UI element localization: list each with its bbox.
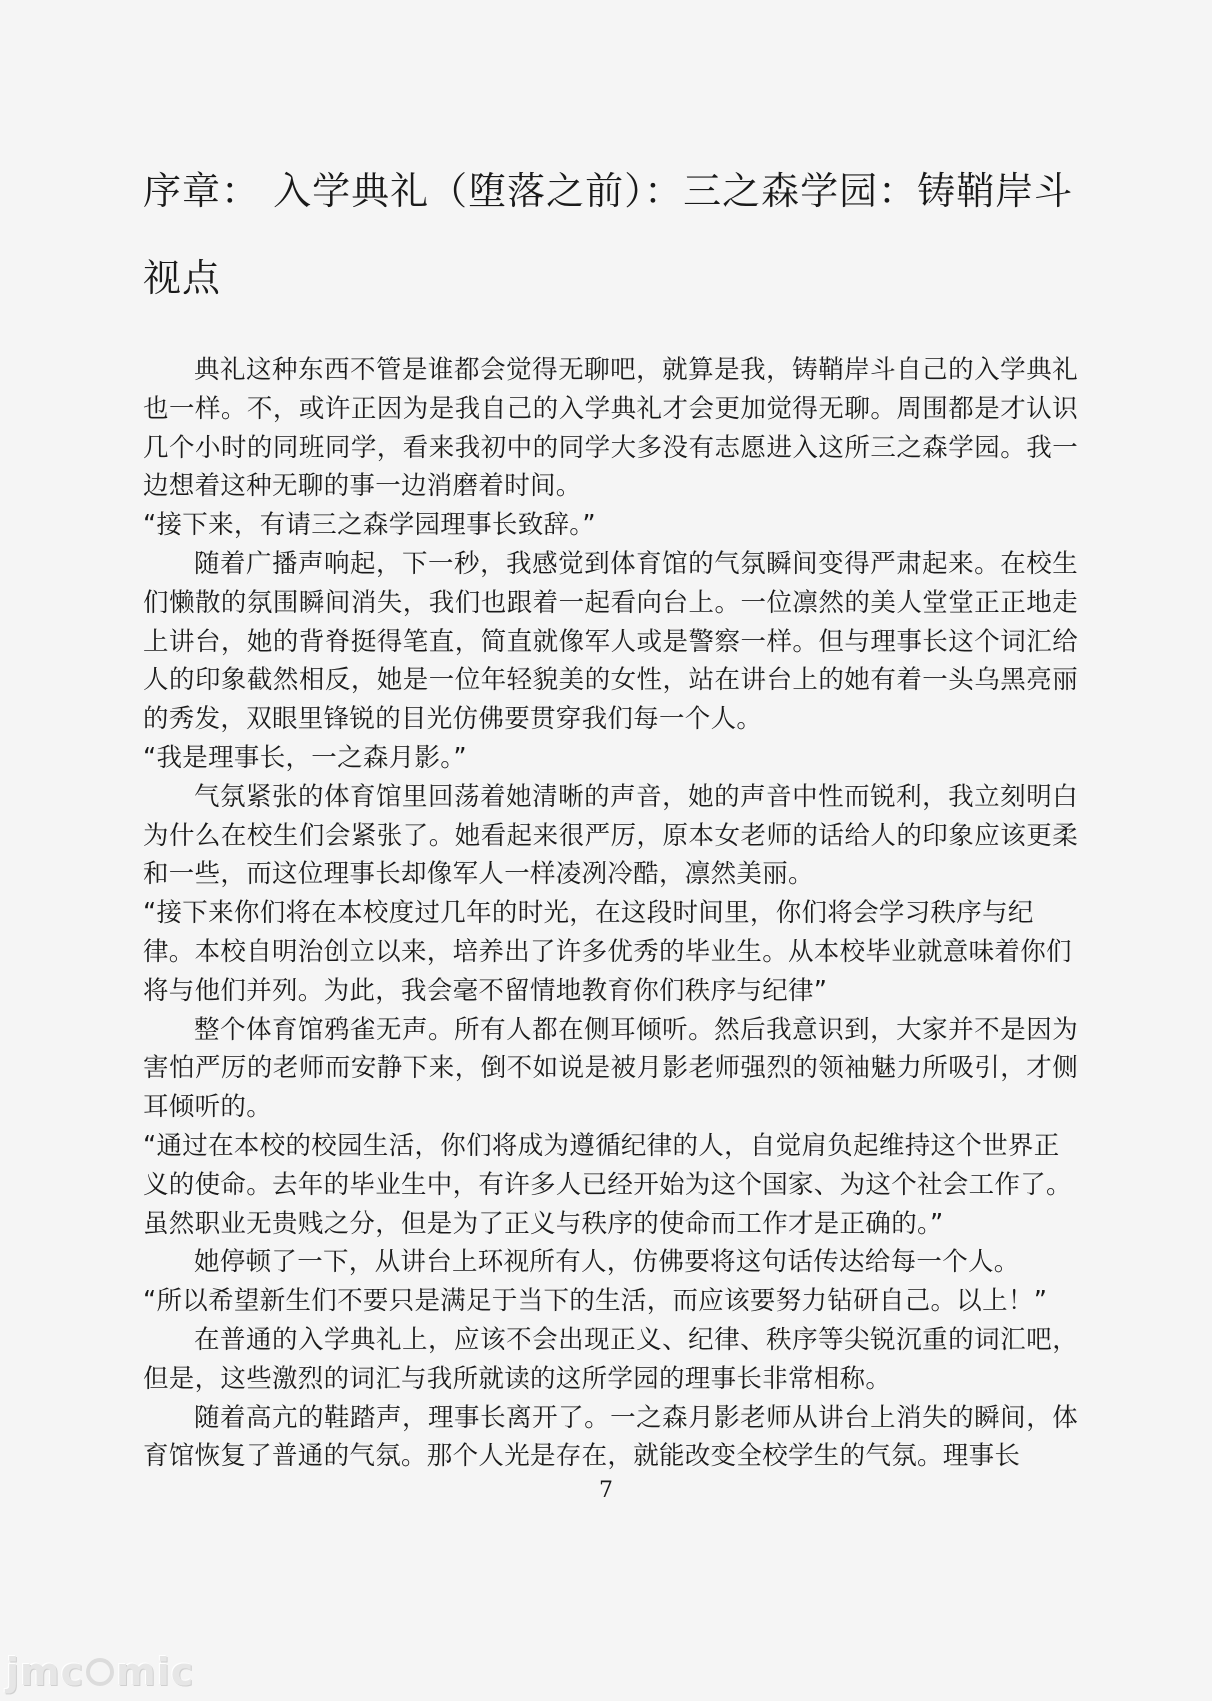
dialogue-line: “我是理事长，一之森月影。” bbox=[143, 742, 467, 773]
paragraph: 随着广播声响起，下一秒，我感觉到体育馆的气氛瞬间变得严肃起来。在校生们懒散的氛围瞬间消失，我们也跟着一起看向台上。一位凛然的美人堂堂正正地走上讲台，她的背脊挺得笔直，简直就像军人或是警察一样。但与理事长这个词汇给人的印象截然相反，她是一位年轻貌美的女性，站在讲台上的她有着一头乌黑亮丽的秀发，双眼里锋锐的目光仿佛要贯穿我们每一个人。 bbox=[143, 548, 1078, 735]
watermark-logo bbox=[6, 1650, 194, 1694]
paragraph: 她停顿了一下，从讲台上环视所有人，仿佛要将这句话传达给每一个人。 bbox=[194, 1247, 1020, 1278]
dialogue-line: “接下来你们将在本校度过几年的时光，在这段时间里，你们将会学习秩序与纪律。本校自明治创立以来，培养出了许多优秀的毕业生。从本校毕业就意味着你们将与他们并列。为此，我会毫不留情地教育你们秩序与纪律” bbox=[143, 898, 1072, 1006]
paragraph: 随着高亢的鞋踏声，理事长离开了。一之森月影老师从讲台上消失的瞬间，体育馆恢复了普通的气氛。那个人光是存在，就能改变全校学生的气氛。理事长 bbox=[143, 1402, 1078, 1472]
page-number: 7 bbox=[599, 1478, 613, 1503]
paragraph: 整个体育馆鸦雀无声。所有人都在侧耳倾听。然后我意识到，大家并不是因为害怕严厉的老师而安静下来，倒不如说是被月影老师强烈的领袖魅力所吸引，才侧耳倾听的。 bbox=[143, 1014, 1078, 1123]
dialogue-line: “所以希望新生们不要只是满足于当下的生活，而应该要努力钻研自己。以上！” bbox=[143, 1286, 1048, 1317]
paragraph: 典礼这种东西不管是谁都会觉得无聊吧，就算是我，铸鞘岸斗自己的入学典礼也一样。不，或许正因为是我自己的入学典礼才会更加觉得无聊。周围都是才认识几个小时的同班同学，看来我初中的同学大多没有志愿进入这所三之森学园。我一边想着这种无聊的事一边消磨着时间。 bbox=[143, 355, 1078, 502]
watermark-face-icon bbox=[86, 1658, 114, 1686]
paragraph: 气氛紧张的体育馆里回荡着她清晰的声音，她的声音中性而锐利，我立刻明白为什么在校生们会紧张了。她看起来很严厉，原本女老师的话给人的印象应该更柔和一些，而这位理事长却像军人一样凌冽冷酷，凛然美丽。 bbox=[143, 781, 1078, 890]
chapter-title: 序章： 入学典礼（堕落之前）：三之森学园：铸鞘岸斗视点 bbox=[143, 169, 1074, 300]
dialogue-line: “接下来，有请三之森学园理事长致辞。” bbox=[143, 510, 596, 541]
watermark-text-end: mic bbox=[116, 1650, 195, 1694]
dialogue-line: “通过在本校的校园生活，你们将成为遵循纪律的人，自觉肩负起维持这个世界正义的使命。去年的毕业生中，有许多人已经开始为这个国家、为这个社会工作了。虽然职业无贵贱之分，但是为了正义与秩序的使命而工作才是正确的。” bbox=[143, 1130, 1072, 1239]
paragraph: 在普通的入学典礼上，应该不会出现正义、纪律、秩序等尖锐沉重的词汇吧，但是，这些激烈的词汇与我所就读的这所学园的理事长非常相称。 bbox=[143, 1324, 1078, 1394]
body-text bbox=[143, 351, 1078, 1476]
watermark-text-start: jmc bbox=[6, 1650, 85, 1694]
